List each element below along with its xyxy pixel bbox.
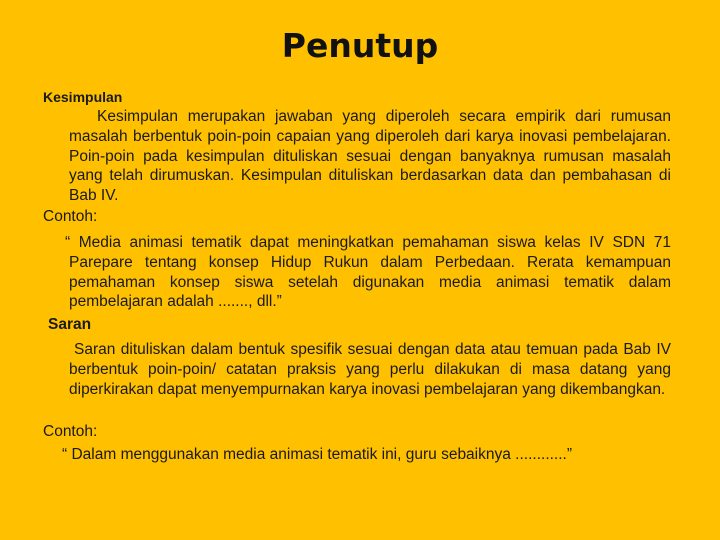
kesimpulan-example-label: Contoh:	[43, 208, 98, 225]
kesimpulan-body: Kesimpulan merupakan jawaban yang diperoleh secara empirik dari rumusan masalah berbentuk poin-poin capaian yang diperoleh dari karya inovasi pembelajaran. Poin-poin pada kesimpulan dituliskan sesuai dengan banyaknya rumusan masalah yang telah dirumuskan. Kesimpulan dituliskan berdasarkan data dan pembahasan di Bab IV.	[69, 108, 671, 205]
saran-example-label: Contoh:	[43, 423, 98, 440]
saran-heading: Saran	[48, 316, 92, 333]
kesimpulan-example: “ Media animasi tematik dapat meningkatkan pemahaman siswa kelas IV SDN 71 Parepare tentang konsep Hidup Rukun dalam Perbedaan. Rerata kemampuan pemahaman konsep siswa setelah digunakan media animasi tematik dalam pembelajaran adalah ......., dll.”	[65, 234, 671, 311]
saran-example: “ Dalam menggunakan media animasi tematik ini, guru sebaiknya ............”	[62, 446, 573, 463]
kesimpulan-heading: Kesimpulan	[43, 89, 123, 105]
saran-body: Saran dituliskan dalam bentuk spesifik sesuai dengan data atau temuan pada Bab IV berbentuk poin-poin/ catatan praksis yang perlu dilakukan di masa datang yang diperkirakan dapat menyempurnakan karya inovasi pembelajaran yang dikembangkan.	[69, 341, 671, 398]
slide-title: Penutup	[281, 26, 439, 65]
